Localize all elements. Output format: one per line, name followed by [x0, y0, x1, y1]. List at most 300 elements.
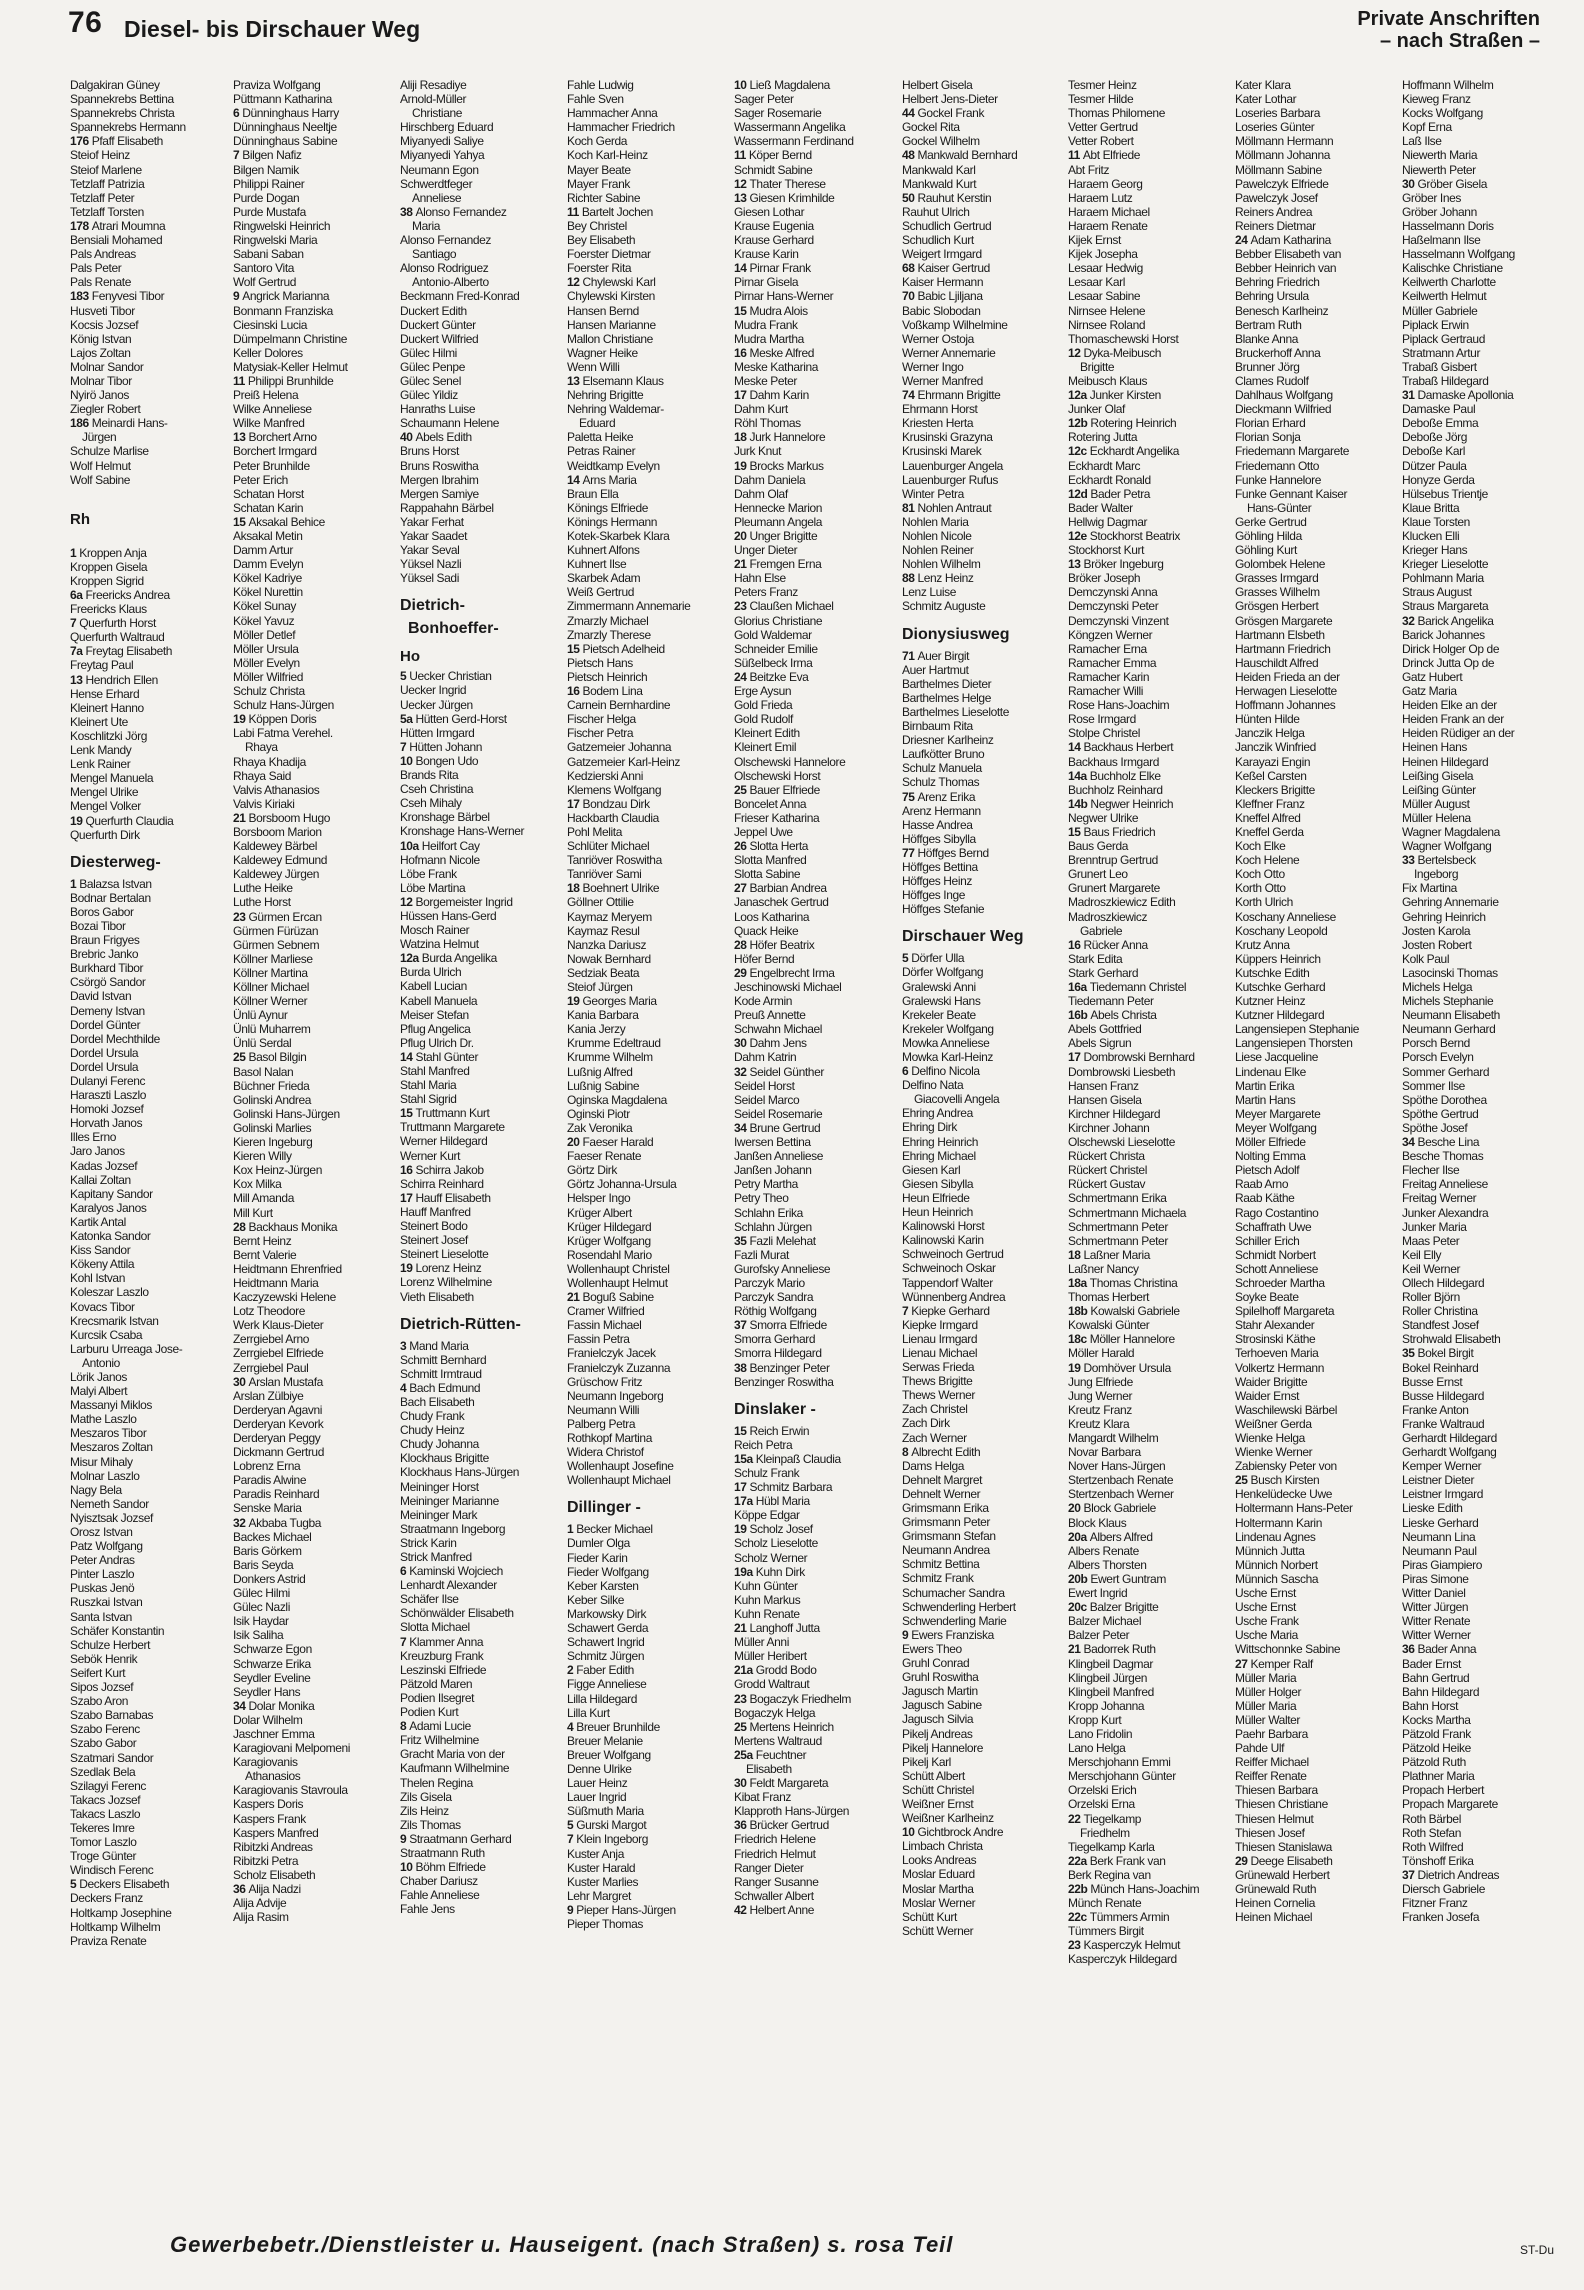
- resident-entry: [70, 134, 230, 148]
- resident-entry: [1068, 1276, 1228, 1290]
- resident-entry: Nehring Brigitte: [567, 388, 644, 403]
- resident-entry: Mayer Frank: [567, 176, 630, 191]
- resident-name: Freericks Andrea: [85, 588, 170, 602]
- resident-entry: Krusinski Marek: [902, 444, 982, 459]
- resident-entry: Höfer Bernd: [734, 951, 795, 966]
- house-number: 32: [734, 1064, 750, 1079]
- resident-entry: Martin Hans: [1235, 1092, 1296, 1107]
- resident-entry: Fieder Karin: [567, 1550, 628, 1565]
- resident-entry: Lasocinski Thomas: [1402, 965, 1498, 980]
- resident-entry: Gruhl Roswitha: [902, 1670, 979, 1685]
- resident-entry: [734, 1424, 894, 1438]
- resident-entry: Palberg Petra: [567, 1416, 636, 1431]
- resident-entry: Eckhardt Ronald: [1068, 472, 1151, 487]
- resident-entry: Ünlü Serdal: [233, 1036, 292, 1051]
- house-number: 26: [734, 839, 750, 854]
- resident-name: Arenz Erika: [917, 789, 976, 804]
- resident-name: Dörfer Ulla: [911, 951, 965, 966]
- resident-entry: Patz Wolfgang: [70, 1539, 143, 1554]
- house-number: 8: [902, 1444, 912, 1459]
- resident-entry: Philippi Rainer: [233, 176, 305, 191]
- resident-name: Faber Edith: [576, 1663, 634, 1678]
- resident-entry: [1402, 1868, 1550, 1882]
- resident-entry: Zmarzly Therese: [567, 627, 651, 642]
- resident-entry: Schudlich Kurt: [902, 233, 974, 248]
- resident-entry: Franken Josefa: [1402, 1910, 1480, 1925]
- resident-entry: Deckers Franz: [70, 1891, 143, 1906]
- resident-entry: Maria: [412, 218, 441, 233]
- resident-entry: Bernt Heinz: [233, 1233, 292, 1248]
- resident-entry: Lajos Zoltan: [70, 345, 131, 360]
- resident-entry: Thomas Herbert: [1068, 1290, 1150, 1305]
- resident-entry: [70, 416, 230, 430]
- resident-entry: [1068, 148, 1228, 162]
- resident-entry: Schmitz Frank: [902, 1571, 974, 1586]
- resident-entry: Kania Jerzy: [567, 1022, 626, 1037]
- resident-entry: Alija Advije: [233, 1896, 287, 1911]
- resident-entry: [400, 1191, 560, 1205]
- resident-name: Balzer Brigitte: [1089, 1600, 1159, 1615]
- resident-entry: Baris Seyda: [233, 1557, 294, 1572]
- resident-entry: Schulz Christa: [233, 684, 305, 699]
- resident-entry: Köllner Werner: [233, 994, 308, 1009]
- resident-entry: [567, 1720, 727, 1734]
- resident-entry: Faeser Renate: [567, 1149, 642, 1164]
- resident-name: Gürmen Ercan: [248, 909, 322, 924]
- resident-entry: Wilke Anneliese: [233, 402, 312, 417]
- house-number: 18b: [1068, 1304, 1091, 1319]
- resident-entry: Nemeth Sandor: [70, 1496, 149, 1511]
- resident-name: Freytag Elisabeth: [85, 644, 173, 659]
- resident-entry: Quack Heike: [734, 923, 799, 938]
- resident-entry: Chudy Heinz: [400, 1423, 465, 1438]
- resident-name: Thater Therese: [749, 176, 826, 191]
- resident-entry: [233, 289, 393, 303]
- resident-entry: Dieckmann Wilfried: [1235, 402, 1332, 417]
- resident-name: Eckhardt Angelika: [1089, 444, 1180, 459]
- page-title: Diesel- bis Dirschauer Weg: [124, 16, 421, 42]
- resident-entry: Möllmann Johanna: [1235, 148, 1330, 163]
- resident-entry: Labi Fatma Verehel.: [233, 726, 333, 741]
- street-heading: Dietrich-: [400, 597, 465, 615]
- resident-entry: Boncelet Anna: [734, 796, 807, 811]
- resident-name: Alija Nadzi: [248, 1882, 301, 1896]
- resident-entry: [400, 712, 560, 726]
- resident-name: Kemper Ralf: [1250, 1656, 1313, 1671]
- house-number: 12c: [1068, 444, 1090, 459]
- resident-entry: Pflug Ulrich Dr.: [400, 1035, 474, 1050]
- house-number: 30: [734, 1776, 750, 1791]
- house-number: 5: [400, 669, 410, 684]
- resident-entry: Miyanyedi Yahya: [400, 148, 485, 163]
- resident-entry: Kreutz Franz: [1068, 1402, 1132, 1417]
- house-number: 71: [902, 648, 918, 663]
- resident-entry: Grünewald Ruth: [1235, 1882, 1317, 1896]
- resident-entry: Frieser Katharina: [734, 810, 820, 825]
- resident-entry: Carnein Bernhardine: [567, 698, 671, 713]
- resident-entry: Kriesten Herta: [902, 416, 974, 431]
- resident-entry: [70, 877, 230, 891]
- resident-entry: Yakar Seval: [400, 543, 460, 558]
- resident-entry: [1068, 1304, 1228, 1318]
- resident-entry: Preuß Annette: [734, 1008, 806, 1023]
- resident-entry: Kieren Willy: [233, 1149, 292, 1164]
- resident-entry: [400, 1860, 560, 1874]
- directory-column: [1402, 78, 1550, 2218]
- resident-entry: Breuer Wolfgang: [567, 1747, 651, 1762]
- resident-entry: Könings Elfriede: [567, 500, 648, 515]
- resident-entry: [902, 148, 1062, 162]
- resident-entry: Smorra Gerhard: [734, 1332, 816, 1347]
- resident-entry: Köngzen Werner: [1068, 627, 1153, 642]
- resident-entry: Alonso Fernandez: [400, 233, 491, 248]
- resident-entry: Friedemann Otto: [1235, 458, 1320, 473]
- resident-entry: Elisabeth: [746, 1761, 792, 1776]
- resident-entry: Seifert Kurt: [70, 1665, 126, 1680]
- house-number: 6: [902, 1064, 912, 1079]
- resident-entry: Herwagen Lieselotte: [1235, 684, 1337, 699]
- resident-entry: [734, 346, 894, 360]
- resident-entry: [734, 304, 894, 318]
- resident-entry: [400, 205, 560, 219]
- resident-entry: [1068, 980, 1228, 994]
- house-number: 15a: [734, 1451, 756, 1466]
- house-number: 88: [902, 571, 918, 586]
- resident-entry: Kleinert Emil: [734, 740, 797, 755]
- resident-name: Smorra Elfriede: [749, 1318, 827, 1333]
- district-heading: Ho: [400, 648, 420, 666]
- resident-entry: Mengel Volker: [70, 799, 141, 814]
- resident-name: Meinardi Hans-: [91, 416, 168, 431]
- resident-entry: [400, 740, 560, 754]
- resident-name: Gurski Margot: [576, 1818, 647, 1833]
- resident-entry: Richter Sabine: [567, 190, 641, 205]
- resident-entry: Kocks Martha: [1402, 1712, 1471, 1727]
- resident-entry: Duckert Günter: [400, 317, 476, 332]
- resident-entry: Mengel Manuela: [70, 771, 154, 786]
- house-number: 17: [734, 388, 750, 403]
- resident-entry: Schudlich Gertrud: [902, 218, 992, 233]
- resident-entry: Röthig Wolfgang: [734, 1304, 817, 1319]
- resident-entry: Kedzierski Anni: [567, 768, 644, 783]
- resident-entry: Dünninghaus Neeltje: [233, 120, 337, 135]
- resident-entry: Steiof Jürgen: [567, 980, 633, 994]
- resident-name: Hauff Elisabeth: [415, 1190, 491, 1205]
- resident-entry: Kuhn Renate: [734, 1606, 800, 1621]
- resident-entry: Paletta Heike: [567, 430, 634, 445]
- house-number: 22c: [1068, 1910, 1090, 1925]
- resident-entry: Mill Amanda: [233, 1191, 294, 1206]
- house-number: 20a: [1068, 1529, 1090, 1544]
- resident-entry: König Istvan: [70, 331, 132, 346]
- resident-entry: Kater Lothar: [1235, 92, 1297, 107]
- house-number: 18: [1068, 1247, 1084, 1262]
- resident-name: Barbian Andrea: [749, 881, 827, 896]
- resident-entry: Neumann Gerhard: [1402, 1022, 1496, 1037]
- section-label-line2: – nach Straßen –: [1379, 30, 1540, 52]
- resident-entry: [1235, 233, 1395, 247]
- resident-entry: Haraszti Laszlo: [70, 1088, 147, 1103]
- resident-entry: Zils Heinz: [400, 1803, 449, 1818]
- resident-entry: Lenk Rainer: [70, 757, 131, 772]
- resident-name: Basol Bilgin: [248, 1050, 307, 1065]
- resident-entry: Gatzemeier Johanna: [567, 740, 672, 755]
- resident-entry: Hartmann Elsbeth: [1235, 627, 1325, 642]
- section-label: [1357, 8, 1540, 52]
- resident-entry: [734, 599, 894, 613]
- resident-name: Buchholz Elke: [1089, 768, 1161, 783]
- resident-entry: Möller Ursula: [233, 641, 299, 656]
- resident-entry: Petry Theo: [734, 1191, 789, 1206]
- resident-entry: Kuster Anja: [567, 1846, 624, 1861]
- resident-entry: Kaymaz Resul: [567, 923, 640, 938]
- resident-entry: Mangardt Wilhelm: [1068, 1431, 1159, 1445]
- resident-entry: Nowak Bernhard: [567, 951, 651, 966]
- resident-name: Elsemann Klaus: [582, 373, 664, 388]
- resident-entry: Trabaß Gisbert: [1402, 359, 1477, 374]
- resident-entry: Santa Istvan: [70, 1609, 132, 1624]
- resident-entry: Molnar Laszlo: [70, 1468, 140, 1483]
- resident-entry: Madroszkiewicz Edith: [1068, 895, 1176, 910]
- house-number: 19: [567, 994, 583, 1009]
- house-number: 6a: [70, 588, 86, 602]
- house-number: 11: [567, 204, 582, 219]
- resident-entry: Grüschow Fritz: [567, 1374, 643, 1389]
- resident-entry: Rückert Christel: [1068, 1163, 1147, 1178]
- resident-entry: Cseh Mihaly: [400, 796, 462, 811]
- house-number: 21: [734, 557, 750, 572]
- resident-entry: Sipos Jozsef: [70, 1680, 134, 1695]
- resident-entry: [567, 275, 727, 289]
- resident-entry: Ramacher Willi: [1068, 684, 1144, 699]
- resident-name: Stockhorst Beatrix: [1089, 529, 1180, 543]
- resident-entry: Tanriöver Sami: [567, 867, 642, 882]
- resident-entry: Mowka Karl-Heinz: [902, 1050, 993, 1064]
- resident-entry: Kiepke Irmgard: [902, 1317, 978, 1332]
- resident-entry: [567, 994, 727, 1008]
- resident-entry: Kabell Lucian: [400, 979, 467, 994]
- resident-entry: Ewert Ingrid: [1068, 1586, 1128, 1601]
- resident-entry: Schütt Kurt: [902, 1909, 957, 1924]
- resident-name: Claußen Michael: [749, 599, 834, 614]
- resident-entry: Benesch Karlheinz: [1235, 303, 1329, 318]
- resident-entry: Schmidt Sabine: [734, 162, 813, 177]
- resident-name: Rauhut Kerstin: [917, 190, 992, 205]
- resident-entry: Reiners Dietmar: [1235, 218, 1316, 233]
- resident-entry: Propach Margarete: [1402, 1797, 1498, 1812]
- street-heading: Diesterweg-: [70, 853, 161, 871]
- resident-entry: Klockhaus Hans-Jürgen: [400, 1465, 520, 1480]
- resident-entry: Kronshage Hans-Werner: [400, 824, 525, 839]
- resident-entry: Karagiovanis: [233, 1755, 298, 1770]
- resident-entry: Pals Peter: [70, 261, 122, 276]
- house-number: 10a: [400, 838, 422, 853]
- resident-entry: Wollenhaupt Helmut: [567, 1275, 668, 1290]
- resident-entry: Gröber Ines: [1402, 190, 1461, 205]
- resident-entry: Ringwelski Maria: [233, 233, 318, 248]
- resident-entry: Spöthe Gertrud: [1402, 1106, 1479, 1121]
- house-number: 9: [567, 1902, 577, 1917]
- resident-entry: Deboße Karl: [1402, 444, 1465, 459]
- resident-entry: Stahl Sigrid: [400, 1092, 457, 1107]
- resident-entry: Krumme Edeltraud: [567, 1036, 661, 1051]
- resident-entry: Kirchner Johann: [1068, 1120, 1150, 1135]
- resident-entry: Kuhn Günter: [734, 1578, 798, 1593]
- resident-entry: Fahle Anneliese: [400, 1888, 480, 1903]
- resident-entry: [567, 473, 727, 487]
- resident-entry: Dümpelmann Christine: [233, 331, 348, 346]
- resident-entry: Blanke Anna: [1235, 331, 1298, 346]
- resident-name: Grodd Bodo: [755, 1663, 817, 1678]
- resident-entry: [1068, 1530, 1228, 1544]
- resident-entry: Kleffner Franz: [1235, 796, 1305, 811]
- resident-entry: Pätzold Frank: [1402, 1726, 1471, 1741]
- resident-name: Bogaczyk Friedhelm: [749, 1691, 851, 1706]
- house-number: 35: [1402, 1346, 1418, 1361]
- resident-entry: Porsch Evelyn: [1402, 1050, 1474, 1065]
- directory-column: [734, 78, 894, 2218]
- resident-entry: Reiners Andrea: [1235, 204, 1313, 219]
- resident-entry: Hünten Hilde: [1235, 712, 1300, 727]
- resident-entry: [567, 684, 727, 698]
- resident-entry: Uecker Jürgen: [400, 697, 473, 712]
- resident-entry: Köppe Edgar: [734, 1508, 800, 1523]
- resident-entry: [233, 148, 393, 162]
- resident-entry: Lauenburger Angela: [902, 458, 1003, 473]
- house-number: 16: [400, 1162, 416, 1177]
- resident-entry: Brigitte: [1080, 359, 1115, 374]
- resident-entry: Höffges Stefanie: [902, 902, 985, 917]
- resident-entry: Pahde Ulf: [1235, 1741, 1285, 1756]
- resident-entry: Hackbarth Claudia: [567, 810, 659, 825]
- resident-entry: Janßen Anneliese: [734, 1149, 824, 1164]
- resident-entry: [70, 219, 230, 233]
- resident-entry: [567, 881, 727, 895]
- resident-entry: Kutzner Hildegard: [1235, 1008, 1325, 1023]
- resident-entry: Orzelski Erich: [1068, 1783, 1137, 1798]
- resident-entry: Roth Bärbel: [1402, 1811, 1461, 1826]
- resident-entry: Görtz Dirk: [567, 1163, 618, 1178]
- house-number: 28: [233, 1219, 249, 1234]
- resident-entry: Derderyan Kevork: [233, 1416, 324, 1431]
- resident-entry: Jung Elfriede: [1068, 1374, 1133, 1389]
- resident-entry: Münnich Norbert: [1235, 1557, 1318, 1572]
- resident-entry: [1068, 1812, 1228, 1826]
- resident-entry: Ehring Andrea: [902, 1106, 973, 1121]
- resident-entry: [734, 388, 894, 402]
- house-number: 75: [902, 789, 918, 804]
- resident-entry: [734, 938, 894, 952]
- resident-entry: Steinert Josef: [400, 1233, 468, 1248]
- resident-entry: Junker Olaf: [1068, 402, 1125, 417]
- resident-entry: Zerrgiebel Elfriede: [233, 1346, 324, 1361]
- house-number: 25: [734, 1719, 750, 1734]
- resident-entry: [1068, 388, 1228, 402]
- resident-name: Arslan Mustafa: [248, 1374, 323, 1389]
- resident-entry: Querfurth Dirk: [70, 827, 140, 842]
- resident-entry: Stahl Maria: [400, 1078, 457, 1093]
- resident-entry: Gatz Hubert: [1402, 669, 1463, 684]
- resident-entry: Laß Ilse: [1402, 134, 1442, 149]
- resident-entry: Schulze Marlise: [70, 444, 149, 459]
- resident-entry: Brands Rita: [400, 768, 459, 783]
- resident-entry: Usche Ernst: [1235, 1600, 1296, 1615]
- resident-entry: [233, 1220, 393, 1234]
- resident-entry: Chudy Johanna: [400, 1437, 479, 1452]
- resident-entry: Kaiser Hermann: [902, 275, 984, 290]
- resident-entry: Höffges Bettina: [902, 859, 978, 874]
- resident-entry: [902, 649, 1062, 663]
- resident-entry: Kallai Zoltan: [70, 1172, 131, 1187]
- resident-entry: Podien Kurt: [400, 1705, 459, 1720]
- resident-name: Bartelt Jochen: [581, 204, 653, 219]
- resident-entry: Backes Michael: [233, 1529, 312, 1544]
- resident-entry: Wagner Heike: [567, 345, 638, 360]
- resident-entry: Burda Ulrich: [400, 965, 462, 980]
- resident-entry: [734, 529, 894, 543]
- resident-entry: Höffges Inge: [902, 888, 966, 903]
- house-number: 11: [233, 373, 248, 388]
- resident-entry: [734, 1065, 894, 1079]
- resident-entry: Husveti Tibor: [70, 303, 135, 318]
- resident-entry: [1402, 388, 1550, 402]
- directory-columns: [70, 78, 1550, 2218]
- resident-entry: Werk Klaus-Dieter: [233, 1318, 324, 1333]
- house-number: 9: [902, 1627, 912, 1642]
- resident-entry: [902, 388, 1062, 402]
- resident-entry: Lenk Mandy: [70, 743, 132, 758]
- resident-entry: [734, 1361, 894, 1375]
- resident-entry: Werner Annemarie: [902, 345, 996, 360]
- resident-entry: Reiffer Michael: [1235, 1755, 1309, 1770]
- resident-entry: Kijek Ernst: [1068, 233, 1121, 248]
- resident-entry: [1068, 416, 1228, 430]
- resident-entry: Widera Christof: [567, 1445, 644, 1460]
- resident-entry: Szabo Aron: [70, 1694, 129, 1709]
- resident-entry: Arnold-Müller: [400, 92, 467, 107]
- house-number: 4: [400, 1380, 410, 1395]
- resident-entry: Lano Fridolin: [1068, 1726, 1133, 1741]
- resident-entry: Kalinowski Karin: [902, 1233, 984, 1248]
- resident-entry: Bröker Joseph: [1068, 571, 1141, 586]
- resident-entry: Stockhorst Kurt: [1068, 543, 1145, 558]
- resident-entry: [734, 1621, 894, 1635]
- resident-entry: Klockhaus Brigitte: [400, 1451, 489, 1466]
- resident-name: Bertelsbeck: [1417, 853, 1476, 868]
- resident-name: Albers Alfred: [1089, 1529, 1153, 1544]
- resident-entry: Fitzner Franz: [1402, 1896, 1468, 1911]
- house-number: 11: [1068, 148, 1083, 163]
- house-number: 183: [70, 289, 92, 304]
- house-number: 40: [400, 430, 416, 445]
- resident-entry: Kocks Wolfgang: [1402, 106, 1483, 121]
- resident-entry: Rothkopf Martina: [567, 1431, 652, 1445]
- resident-name: Möller Hannelore: [1089, 1332, 1175, 1347]
- resident-entry: Franielczyk Jacek: [567, 1346, 656, 1361]
- house-number: 5: [567, 1818, 577, 1833]
- resident-entry: Janßen Johann: [734, 1163, 812, 1178]
- resident-entry: [1068, 1642, 1228, 1656]
- resident-entry: Lindenau Agnes: [1235, 1529, 1316, 1544]
- resident-entry: Dombrowski Liesbeth: [1068, 1064, 1176, 1079]
- resident-name: Kleinpaß Claudia: [755, 1451, 841, 1466]
- resident-entry: Loos Katharina: [734, 909, 810, 924]
- resident-entry: Soyke Beate: [1235, 1290, 1299, 1305]
- resident-entry: Windisch Ferenc: [70, 1863, 154, 1878]
- resident-entry: Witter Jürgen: [1402, 1600, 1469, 1615]
- resident-entry: Grasses Wilhelm: [1235, 585, 1320, 600]
- resident-entry: Ramacher Emma: [1068, 655, 1157, 670]
